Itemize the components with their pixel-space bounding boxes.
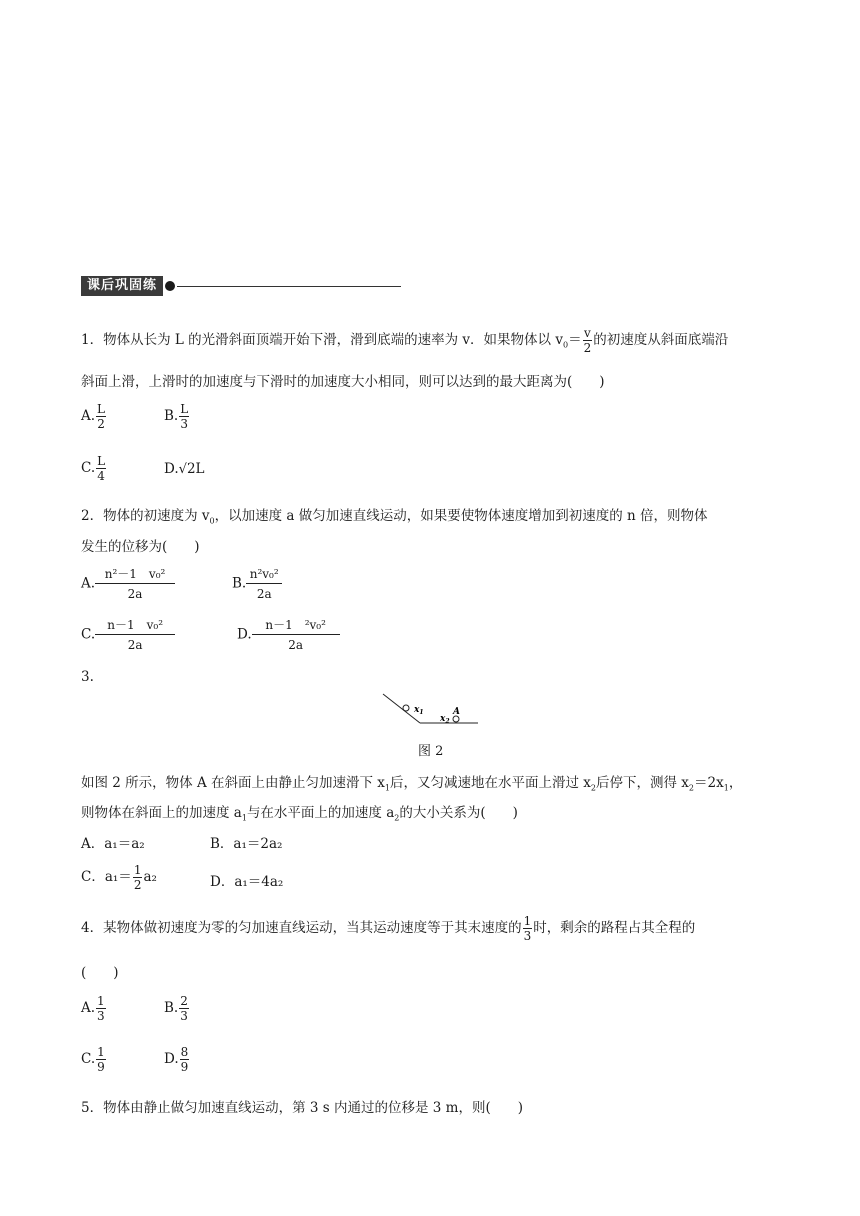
q1-option-c[interactable]: C. $\frac{L}{4}$: [81, 454, 106, 483]
q4-fraction: $\frac{1}{3}$: [523, 914, 532, 943]
q5-line1: 5．物体由静止做匀加速直线运动，第 3 s 内通过的位移是 3 m，则( ): [81, 1100, 523, 1116]
q4-option-a[interactable]: A. $\frac{1}{3}$: [81, 994, 105, 1023]
q4-option-c[interactable]: C. $\frac{1}{9}$: [81, 1045, 105, 1074]
ball-on-slope-icon: [403, 705, 409, 711]
bullet-dot-icon: [165, 281, 175, 291]
q4-option-d[interactable]: D. $\frac{8}{9}$: [164, 1045, 189, 1074]
q2-line2: 发生的位移为( ): [81, 539, 200, 555]
q1-option-d[interactable]: D.√2L: [164, 461, 205, 477]
q1-v0-fraction: $\frac{v}{2}$: [583, 326, 592, 355]
q1-option-b[interactable]: B. $\frac{L}{3}$: [164, 402, 189, 431]
q3-option-c[interactable]: C．a₁＝ $\frac{1}{2}$ a₂: [81, 863, 157, 892]
q1-option-a[interactable]: A. $\frac{L}{2}$: [81, 402, 106, 431]
q2-option-c[interactable]: C. $\frac{\text{n－1 v₀²}}{2a}$: [81, 617, 175, 653]
incline-figure: [378, 690, 482, 728]
section-divider: [177, 286, 401, 287]
q1-line2: 斜面上滑，上滑时的加速度与下滑时的加速度大小相同，则可以达到的最大距离为( ): [81, 374, 605, 390]
q2-option-d[interactable]: D. $\frac{\text{n－1 ²v₀²}}{2a}$: [237, 617, 340, 653]
q2-line1: 2．物体的初速度为 $v_0$，以加速度 a 做匀加速直线运动，如果要使物体速度增加到初速度的 n 倍，则物体: [81, 508, 708, 526]
sqrt-icon: √: [178, 462, 187, 477]
q3-option-a[interactable]: A．a₁＝a₂: [81, 836, 145, 852]
q3-line1: 如图 2 所示，物体 A 在斜面上由静止匀加速滑下 $x_1$后，又匀减速地在水平面上滑过 $x_2$后停下，测得 $x_2=2x_1$，: [81, 775, 743, 793]
fig-label-x1: $x_1$: [414, 705, 424, 716]
q3-option-d[interactable]: D．a₁＝4a₂: [210, 874, 284, 890]
q1-line1: 1．物体从长为 L 的光滑斜面顶端开始下滑，滑到底端的速率为 v．如果物体以 $v_0=$ $\frac{v}{2}$ 的初速度从斜面底端沿: [81, 326, 729, 355]
figure-caption: 图 2: [418, 744, 444, 759]
q2-option-b[interactable]: B. $\frac{\text{n²v₀²}}{2a}$: [232, 566, 282, 602]
q2-option-a[interactable]: A. $\frac{\text{n²－1 v₀²}}{2a}$: [81, 566, 175, 602]
section-title: 课后巩固练: [81, 276, 163, 296]
q3-option-b[interactable]: B．a₁＝2a₂: [210, 836, 283, 852]
q3-line2: 则物体在斜面上的加速度 $a_1$与在水平面上的加速度 $a_2$的大小关系为( ): [81, 805, 518, 823]
fig-label-x2: $x_2$: [440, 714, 450, 725]
q4-line1: 4．某物体做初速度为零的匀加速直线运动，当其运动速度等于其末速度的 $\frac{1}{3}$ 时，剩余的路程占其全程的: [81, 914, 696, 943]
section-header: [81, 276, 401, 296]
q4-option-b[interactable]: B. $\frac{2}{3}$: [164, 994, 188, 1023]
q3-number: 3.: [81, 669, 94, 685]
q4-line2: ( ): [81, 965, 119, 981]
fig-label-a: A: [453, 707, 460, 717]
